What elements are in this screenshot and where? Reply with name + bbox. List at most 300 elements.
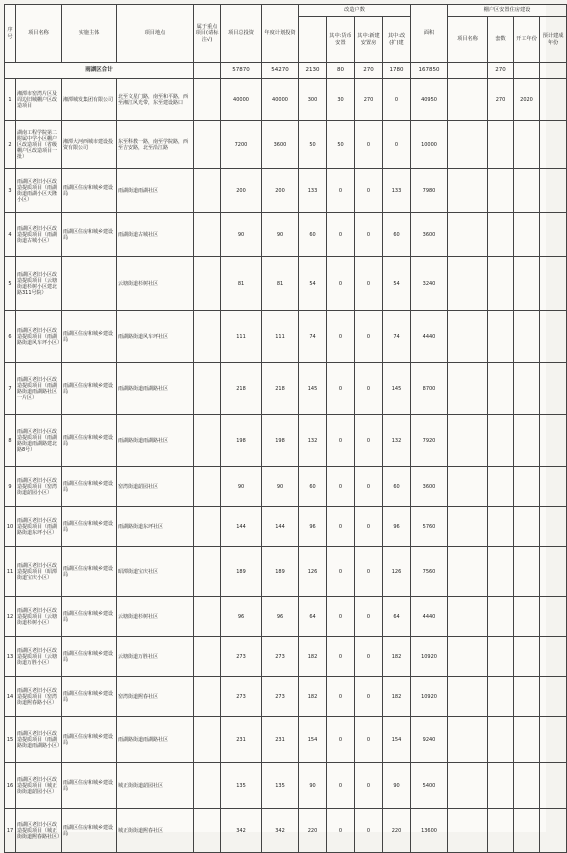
cell-location: 北至文星门路，南至和平路，西至湘江风光带，东至建设路口	[117, 79, 194, 121]
cell-area: 10920	[411, 637, 448, 677]
cell-expand: 182	[383, 677, 411, 717]
cell-area: 5400	[411, 763, 448, 809]
table-body	[5, 63, 567, 853]
table-row	[5, 121, 567, 169]
cell-total-invest: 200	[221, 169, 262, 213]
cell-key	[194, 763, 221, 809]
table-row	[5, 763, 567, 809]
cell-seq: 10	[5, 507, 16, 547]
cell-total-invest: 90	[221, 213, 262, 257]
header-cash: 其中:货币安置	[327, 17, 355, 63]
cell-start-year	[514, 763, 540, 809]
cell-finish-year	[540, 547, 567, 597]
cell-seq: 13	[5, 637, 16, 677]
header-annual-plan: 年度计划投资	[262, 5, 299, 63]
cell-area: 9240	[411, 717, 448, 763]
cell-total-invest: 198	[221, 415, 262, 467]
cell-key	[194, 121, 221, 169]
table-row	[5, 363, 567, 415]
subtotal-area: 167850	[411, 63, 448, 79]
cell-key	[194, 311, 221, 363]
cell-finish-year	[540, 257, 567, 311]
cell-expand: 220	[383, 809, 411, 853]
cell-annual-plan: 231	[262, 717, 299, 763]
header-units: 套数	[488, 17, 514, 63]
cell-households: 54	[299, 257, 327, 311]
cell-seq: 7	[5, 363, 16, 415]
table-row	[5, 597, 567, 637]
cell-area: 7980	[411, 169, 448, 213]
cell-finish-year	[540, 415, 567, 467]
table-row	[5, 467, 567, 507]
cell-expand: 96	[383, 507, 411, 547]
cell-owner: 雨湖区住房和城乡建设局	[62, 637, 117, 677]
cell-owner: 雨湖区住房和城乡建设局	[62, 597, 117, 637]
cell-households: 90	[299, 763, 327, 809]
cell-location: 城正街街道熙春社区	[117, 809, 194, 853]
cell-area: 40950	[411, 79, 448, 121]
cell-owner: 雨湖区住房和城乡建设局	[62, 809, 117, 853]
subtotal-cash: 80	[327, 63, 355, 79]
table-row	[5, 809, 567, 853]
cell-location: 东至科教一路，南至学院路，西至吉安路，北至沿江路	[117, 121, 194, 169]
cell-annual-plan: 135	[262, 763, 299, 809]
cell-cash: 0	[327, 547, 355, 597]
table-row	[5, 79, 567, 121]
cell-annual-plan: 40000	[262, 79, 299, 121]
cell-expand: 64	[383, 597, 411, 637]
header-start-year: 开工年份	[514, 17, 540, 63]
cell-area: 13600	[411, 809, 448, 853]
cell-households: 154	[299, 717, 327, 763]
cell-resettle-name	[448, 717, 488, 763]
cell-finish-year	[540, 637, 567, 677]
table-row	[5, 677, 567, 717]
cell-resettle-name	[448, 507, 488, 547]
header-location: 项目地点	[117, 5, 194, 63]
table-row	[5, 169, 567, 213]
cell-owner: 湘潭城发集团有限公司	[62, 79, 117, 121]
subtotal-new-build: 270	[355, 63, 383, 79]
cell-area: 7920	[411, 415, 448, 467]
cell-total-invest: 218	[221, 363, 262, 415]
cell-name: 雨湖区老旧小区改造提质项目（雨湖路街道风车坪小区）	[16, 311, 62, 363]
header-total-invest: 项目总投资	[221, 5, 262, 63]
cell-resettle-name	[448, 257, 488, 311]
cell-total-invest: 342	[221, 809, 262, 853]
cell-finish-year	[540, 677, 567, 717]
cell-units	[488, 677, 514, 717]
header-resettle-name: 项目名称	[448, 17, 488, 63]
cell-new-build: 0	[355, 363, 383, 415]
header-resettle-group: 棚户区安置住房建设	[448, 5, 567, 17]
cell-owner: 雨湖区住房和城乡建设局	[62, 677, 117, 717]
cell-households: 300	[299, 79, 327, 121]
table-row	[5, 213, 567, 257]
cell-name: 雨湖区老旧小区改造提质项目（云塘街道杉树小区建北路311号院）	[16, 257, 62, 311]
cell-location: 雨湖街道雨湖社区	[117, 169, 194, 213]
cell-key	[194, 213, 221, 257]
cell-start-year	[514, 809, 540, 853]
cell-new-build: 0	[355, 121, 383, 169]
cell-cash: 0	[327, 363, 355, 415]
cell-name: 雨湖区老旧小区改造提质项目（窑湾街道韶园小区）	[16, 467, 62, 507]
subtotal-units: 270	[488, 63, 514, 79]
cell-new-build: 0	[355, 763, 383, 809]
cell-households: 60	[299, 467, 327, 507]
cell-key	[194, 257, 221, 311]
cell-households: 64	[299, 597, 327, 637]
cell-key	[194, 717, 221, 763]
cell-total-invest: 81	[221, 257, 262, 311]
cell-name: 雨湖区老旧小区改造提质项目（城正街街道熙春路社区）	[16, 809, 62, 853]
cell-cash: 0	[327, 213, 355, 257]
cell-cash: 0	[327, 763, 355, 809]
cell-owner: 雨湖区住房和城乡建设局	[62, 507, 117, 547]
cell-expand: 60	[383, 213, 411, 257]
cell-name: 雨湖区老旧小区改造提质项目（窑湾街道熙春路小区）	[16, 677, 62, 717]
cell-name: 雨湖区老旧小区改造提质项目（雨湖路街道雨湖路小区）	[16, 717, 62, 763]
cell-location: 雨湖路街道雨湖路社区	[117, 363, 194, 415]
cell-annual-plan: 81	[262, 257, 299, 311]
cell-finish-year	[540, 809, 567, 853]
cell-expand: 54	[383, 257, 411, 311]
cell-new-build: 0	[355, 597, 383, 637]
header-households-group: 改造户数	[299, 5, 411, 17]
cell-start-year	[514, 677, 540, 717]
cell-seq: 11	[5, 547, 16, 597]
project-table	[4, 4, 567, 853]
cell-seq: 16	[5, 763, 16, 809]
cell-name: 雨湖区老旧小区改造提质项目（昭潭街道宝庆小区）	[16, 547, 62, 597]
cell-name: 雨湖区老旧小区改造提质项目（雨湖路街道东坪小区）	[16, 507, 62, 547]
cell-resettle-name	[448, 121, 488, 169]
cell-seq: 14	[5, 677, 16, 717]
table-row	[5, 257, 567, 311]
cell-key	[194, 547, 221, 597]
cell-total-invest: 111	[221, 311, 262, 363]
cell-name: 雨湖区老旧小区改造提质项目（云塘街道万胜小区）	[16, 637, 62, 677]
cell-new-build: 0	[355, 467, 383, 507]
cell-cash: 50	[327, 121, 355, 169]
cell-expand: 0	[383, 79, 411, 121]
cell-expand: 145	[383, 363, 411, 415]
cell-households: 145	[299, 363, 327, 415]
subtotal-label: 雨湖区合计	[5, 63, 194, 79]
cell-seq: 3	[5, 169, 16, 213]
cell-new-build: 0	[355, 415, 383, 467]
subtotal-start	[514, 63, 540, 79]
cell-new-build: 0	[355, 213, 383, 257]
cell-cash: 0	[327, 597, 355, 637]
cell-key	[194, 507, 221, 547]
cell-owner: 雨湖区住房和城乡建设局	[62, 363, 117, 415]
cell-owner: 雨湖区住房和城乡建设局	[62, 169, 117, 213]
cell-new-build: 0	[355, 547, 383, 597]
subtotal-row	[5, 63, 567, 79]
cell-seq: 5	[5, 257, 16, 311]
header-seq: 序号	[5, 5, 16, 63]
cell-location: 雨湖路街道风车坪社区	[117, 311, 194, 363]
subtotal-households: 2130	[299, 63, 327, 79]
cell-cash: 0	[327, 169, 355, 213]
cell-owner: 雨湖区住房和城乡建设局	[62, 415, 117, 467]
cell-seq: 12	[5, 597, 16, 637]
cell-new-build: 0	[355, 637, 383, 677]
cell-finish-year	[540, 213, 567, 257]
cell-new-build: 0	[355, 169, 383, 213]
cell-key	[194, 467, 221, 507]
cell-location: 云塘街道万胜社区	[117, 637, 194, 677]
header-expand: 其中:改(扩)建	[383, 17, 411, 63]
cell-annual-plan: 198	[262, 415, 299, 467]
cell-units	[488, 467, 514, 507]
cell-units	[488, 763, 514, 809]
cell-units	[488, 311, 514, 363]
cell-area: 7560	[411, 547, 448, 597]
cell-owner: 雨湖区住房和城乡建设局	[62, 311, 117, 363]
cell-units	[488, 637, 514, 677]
cell-resettle-name	[448, 79, 488, 121]
cell-total-invest: 40000	[221, 79, 262, 121]
cell-expand: 0	[383, 121, 411, 169]
cell-expand: 90	[383, 763, 411, 809]
header-new-build: 其中:新建安置房	[355, 17, 383, 63]
cell-units	[488, 213, 514, 257]
cell-location: 窑湾街道熙春社区	[117, 677, 194, 717]
cell-expand: 126	[383, 547, 411, 597]
cell-start-year	[514, 717, 540, 763]
cell-cash: 30	[327, 79, 355, 121]
cell-households: 74	[299, 311, 327, 363]
cell-key	[194, 809, 221, 853]
cell-units	[488, 169, 514, 213]
cell-resettle-name	[448, 311, 488, 363]
cell-annual-plan: 90	[262, 213, 299, 257]
header-owner: 实施主体	[62, 5, 117, 63]
cell-new-build: 0	[355, 717, 383, 763]
cell-start-year	[514, 257, 540, 311]
cell-location: 雨湖路街道雨湖路社区	[117, 415, 194, 467]
cell-total-invest: 7200	[221, 121, 262, 169]
cell-name: 雨湖区老旧小区改造提质项目（云塘街道杉树小区）	[16, 597, 62, 637]
cell-new-build: 0	[355, 311, 383, 363]
cell-area: 10920	[411, 677, 448, 717]
subtotal-total-invest: 57870	[221, 63, 262, 79]
cell-owner: 雨湖区住房和城乡建设局	[62, 717, 117, 763]
cell-expand: 154	[383, 717, 411, 763]
cell-start-year	[514, 121, 540, 169]
cell-annual-plan: 218	[262, 363, 299, 415]
cell-finish-year	[540, 79, 567, 121]
cell-start-year	[514, 547, 540, 597]
cell-annual-plan: 342	[262, 809, 299, 853]
cell-start-year	[514, 467, 540, 507]
cell-key	[194, 637, 221, 677]
cell-cash: 0	[327, 415, 355, 467]
cell-start-year	[514, 363, 540, 415]
cell-owner: 雨湖区住房和城乡建设局	[62, 763, 117, 809]
cell-name: 湘潭市窑湾片区及周边旧城棚户区改造项目	[16, 79, 62, 121]
cell-units	[488, 415, 514, 467]
header-finish-year: 预计建成年份	[540, 17, 567, 63]
cell-units	[488, 597, 514, 637]
cell-units	[488, 809, 514, 853]
cell-key	[194, 415, 221, 467]
cell-units	[488, 257, 514, 311]
cell-units	[488, 363, 514, 415]
cell-expand: 60	[383, 467, 411, 507]
cell-total-invest: 135	[221, 763, 262, 809]
cell-units	[488, 507, 514, 547]
header-area: 面积	[411, 5, 448, 63]
cell-area: 8700	[411, 363, 448, 415]
cell-area: 3600	[411, 467, 448, 507]
cell-expand: 132	[383, 415, 411, 467]
cell-annual-plan: 273	[262, 677, 299, 717]
subtotal-finish	[540, 63, 567, 79]
cell-annual-plan: 273	[262, 637, 299, 677]
cell-cash: 0	[327, 717, 355, 763]
cell-expand: 74	[383, 311, 411, 363]
cell-owner: 雨湖区住房和城乡建设局	[62, 467, 117, 507]
cell-resettle-name	[448, 597, 488, 637]
cell-owner: 雨湖区住房和城乡建设局	[62, 547, 117, 597]
cell-name: 雨湖区老旧小区改造提质项目（雨湖路街道雨湖路社区一片区）	[16, 363, 62, 415]
cell-cash: 0	[327, 507, 355, 547]
subtotal-expand: 1780	[383, 63, 411, 79]
cell-start-year	[514, 507, 540, 547]
cell-start-year: 2020	[514, 79, 540, 121]
table-row	[5, 507, 567, 547]
cell-location: 云塘街道杉树社区	[117, 597, 194, 637]
cell-key	[194, 169, 221, 213]
cell-seq: 17	[5, 809, 16, 853]
cell-finish-year	[540, 717, 567, 763]
cell-total-invest: 189	[221, 547, 262, 597]
cell-households: 96	[299, 507, 327, 547]
cell-seq: 2	[5, 121, 16, 169]
cell-start-year	[514, 597, 540, 637]
cell-annual-plan: 111	[262, 311, 299, 363]
table-row	[5, 637, 567, 677]
cell-owner: 雨湖区住房和城乡建设局	[62, 213, 117, 257]
cell-resettle-name	[448, 467, 488, 507]
cell-households: 60	[299, 213, 327, 257]
cell-annual-plan: 3600	[262, 121, 299, 169]
cell-total-invest: 231	[221, 717, 262, 763]
cell-start-year	[514, 415, 540, 467]
header-name: 项目名称	[16, 5, 62, 63]
cell-total-invest: 96	[221, 597, 262, 637]
cell-cash: 0	[327, 467, 355, 507]
cell-resettle-name	[448, 763, 488, 809]
table-row	[5, 415, 567, 467]
cell-location: 窑湾街道韶园社区	[117, 467, 194, 507]
cell-expand: 182	[383, 637, 411, 677]
cell-resettle-name	[448, 213, 488, 257]
cell-new-build: 0	[355, 507, 383, 547]
cell-annual-plan: 144	[262, 507, 299, 547]
cell-location: 雨湖街道古城社区	[117, 213, 194, 257]
cell-new-build: 0	[355, 257, 383, 311]
cell-key	[194, 79, 221, 121]
table-row	[5, 547, 567, 597]
cell-annual-plan: 189	[262, 547, 299, 597]
cell-finish-year	[540, 597, 567, 637]
cell-resettle-name	[448, 547, 488, 597]
cell-total-invest: 273	[221, 677, 262, 717]
cell-total-invest: 144	[221, 507, 262, 547]
header-households-total	[299, 17, 327, 63]
cell-finish-year	[540, 763, 567, 809]
cell-resettle-name	[448, 637, 488, 677]
cell-units: 270	[488, 79, 514, 121]
table-row	[5, 311, 567, 363]
cell-cash: 0	[327, 257, 355, 311]
cell-owner	[62, 257, 117, 311]
cell-start-year	[514, 637, 540, 677]
cell-area: 4440	[411, 597, 448, 637]
cell-seq: 8	[5, 415, 16, 467]
cell-finish-year	[540, 311, 567, 363]
cell-households: 126	[299, 547, 327, 597]
cell-key	[194, 363, 221, 415]
cell-area: 3600	[411, 213, 448, 257]
cell-owner: 湘潭大河西城市建设投资有限公司	[62, 121, 117, 169]
cell-households: 50	[299, 121, 327, 169]
cell-total-invest: 90	[221, 467, 262, 507]
cell-cash: 0	[327, 637, 355, 677]
cell-households: 182	[299, 677, 327, 717]
cell-finish-year	[540, 363, 567, 415]
cell-location: 城正街街道韶园社区	[117, 763, 194, 809]
cell-households: 132	[299, 415, 327, 467]
cell-cash: 0	[327, 677, 355, 717]
cell-resettle-name	[448, 677, 488, 717]
cell-new-build: 0	[355, 809, 383, 853]
cell-resettle-name	[448, 169, 488, 213]
document-page	[4, 4, 564, 840]
cell-start-year	[514, 169, 540, 213]
cell-area: 4440	[411, 311, 448, 363]
cell-expand: 133	[383, 169, 411, 213]
cell-location: 昭潭街道宝庆社区	[117, 547, 194, 597]
table-row	[5, 717, 567, 763]
cell-resettle-name	[448, 415, 488, 467]
cell-key	[194, 677, 221, 717]
cell-start-year	[514, 213, 540, 257]
cell-annual-plan: 96	[262, 597, 299, 637]
cell-area: 3240	[411, 257, 448, 311]
cell-total-invest: 273	[221, 637, 262, 677]
subtotal-annual-plan: 54270	[262, 63, 299, 79]
cell-units	[488, 547, 514, 597]
cell-start-year	[514, 311, 540, 363]
cell-resettle-name	[448, 363, 488, 415]
cell-name: 雨湖区老旧小区改造提质项目（雨湖街道古城小区）	[16, 213, 62, 257]
cell-cash: 0	[327, 311, 355, 363]
cell-new-build: 270	[355, 79, 383, 121]
cell-units	[488, 121, 514, 169]
cell-finish-year	[540, 467, 567, 507]
cell-seq: 6	[5, 311, 16, 363]
cell-annual-plan: 90	[262, 467, 299, 507]
cell-households: 182	[299, 637, 327, 677]
cell-households: 133	[299, 169, 327, 213]
table-header	[5, 5, 567, 63]
cell-units	[488, 717, 514, 763]
